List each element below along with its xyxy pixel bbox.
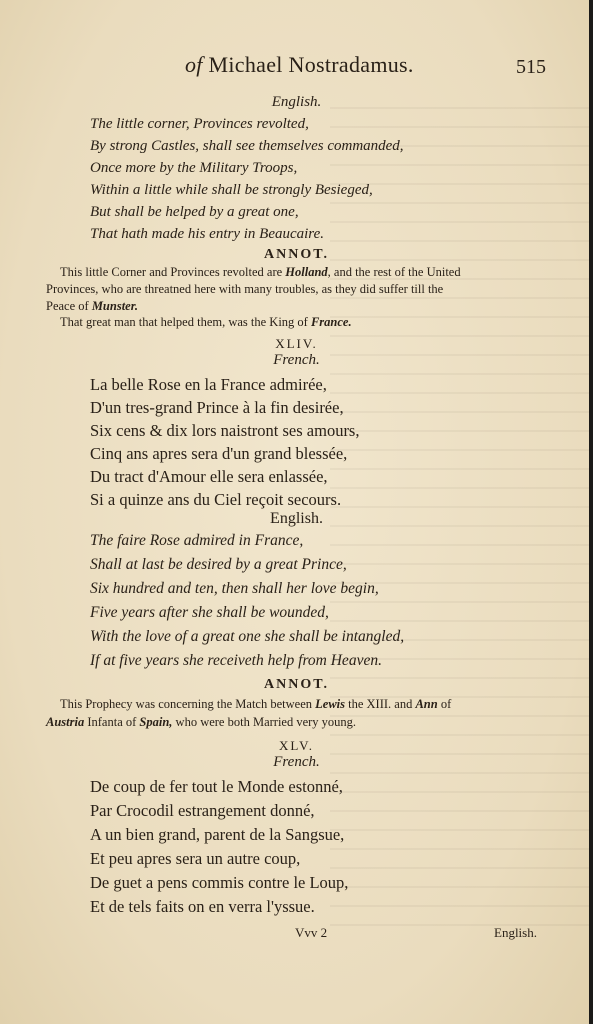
annotation-line: Peace of Munster. [46,299,139,313]
english-heading-1: English. [271,94,322,110]
french-heading-xlv: French. [273,754,320,770]
verse-line: Six cens & dix lors naistront ses amours, [90,421,360,440]
annotation-line: Provinces, who are threatned here with many troubles, as they did suffer till the [46,282,444,296]
verse-line: La belle Rose en la France admirée, [90,375,327,394]
running-title-of: of [185,52,203,77]
verse-line: Cinq ans apres sera d'un grand blessée, [90,444,348,463]
english-heading-xliv: English. [270,510,323,527]
verse-line: D'un tres-grand Prince à la fin desirée, [90,398,344,417]
verse-line: Par Crocodil estrangement donné, [90,801,315,820]
quatrain-number-xlv: XLV. [278,738,315,753]
annotation-line: This Prophecy was concerning the Match between Lewis the XIII. and Ann of [60,697,452,711]
verse-line: Five years after she shall be wounded, [90,604,329,621]
running-title [185,52,414,78]
verse-line: With the love of a great one she shall be intangled, [90,628,405,645]
verse-line: The little corner, Provinces revolted, [90,116,309,132]
verse-line: If at five years she receiveth help from Heaven. [90,652,382,669]
page-number: 515 [516,56,546,78]
verse-line: Et de tels faits on en verra l'yssue. [90,897,315,916]
annot-heading-2: ANNOT. [263,677,330,692]
verse-line: Et peu apres sera un autre coup, [90,849,301,868]
annot-heading-1: ANNOT. [263,247,330,262]
verse-line: Du tract d'Amour elle sera enlassée, [90,467,328,486]
quatrain-number-xliv: XLIV. [275,336,318,351]
verse-line: But shall be helped by a great one, [90,204,299,220]
verse-line: The faire Rose admired in France, [90,532,304,549]
verse-line: Once more by the Military Troops, [90,160,298,176]
annotation-line: Austria Infanta of Spain, who were both Married very young. [46,715,357,729]
verse-line: By strong Castles, shall see themselves commanded, [90,138,404,154]
verse-line: Within a little while shall be strongly Besieged, [90,182,373,198]
signature-mark: Vvv 2 [295,925,328,940]
verse-line: Si a quinze ans du Ciel reçoit secours. [90,490,342,509]
verse-line: De guet a pens commis contre le Loup, [90,873,349,892]
verse-line: A un bien grand, parent de la Sangsue, [90,825,345,844]
french-heading-xliv: French. [273,352,320,368]
catchword: English. [494,925,537,940]
verse-line: Six hundred and ten, then shall her love begin, [90,580,379,597]
verse-line: De coup de fer tout le Monde estonné, [90,777,343,796]
verse-line: Shall at last be desired by a great Prince, [90,556,347,573]
running-title-text: Michael Nostradamus. [208,52,414,77]
annotation-line: This little Corner and Provinces revolted are Holland, and the rest of the United [60,265,461,279]
annotation-line: That great man that helped them, was the King of France. [60,315,352,329]
verse-line: That hath made his entry in Beaucaire. [90,226,324,242]
